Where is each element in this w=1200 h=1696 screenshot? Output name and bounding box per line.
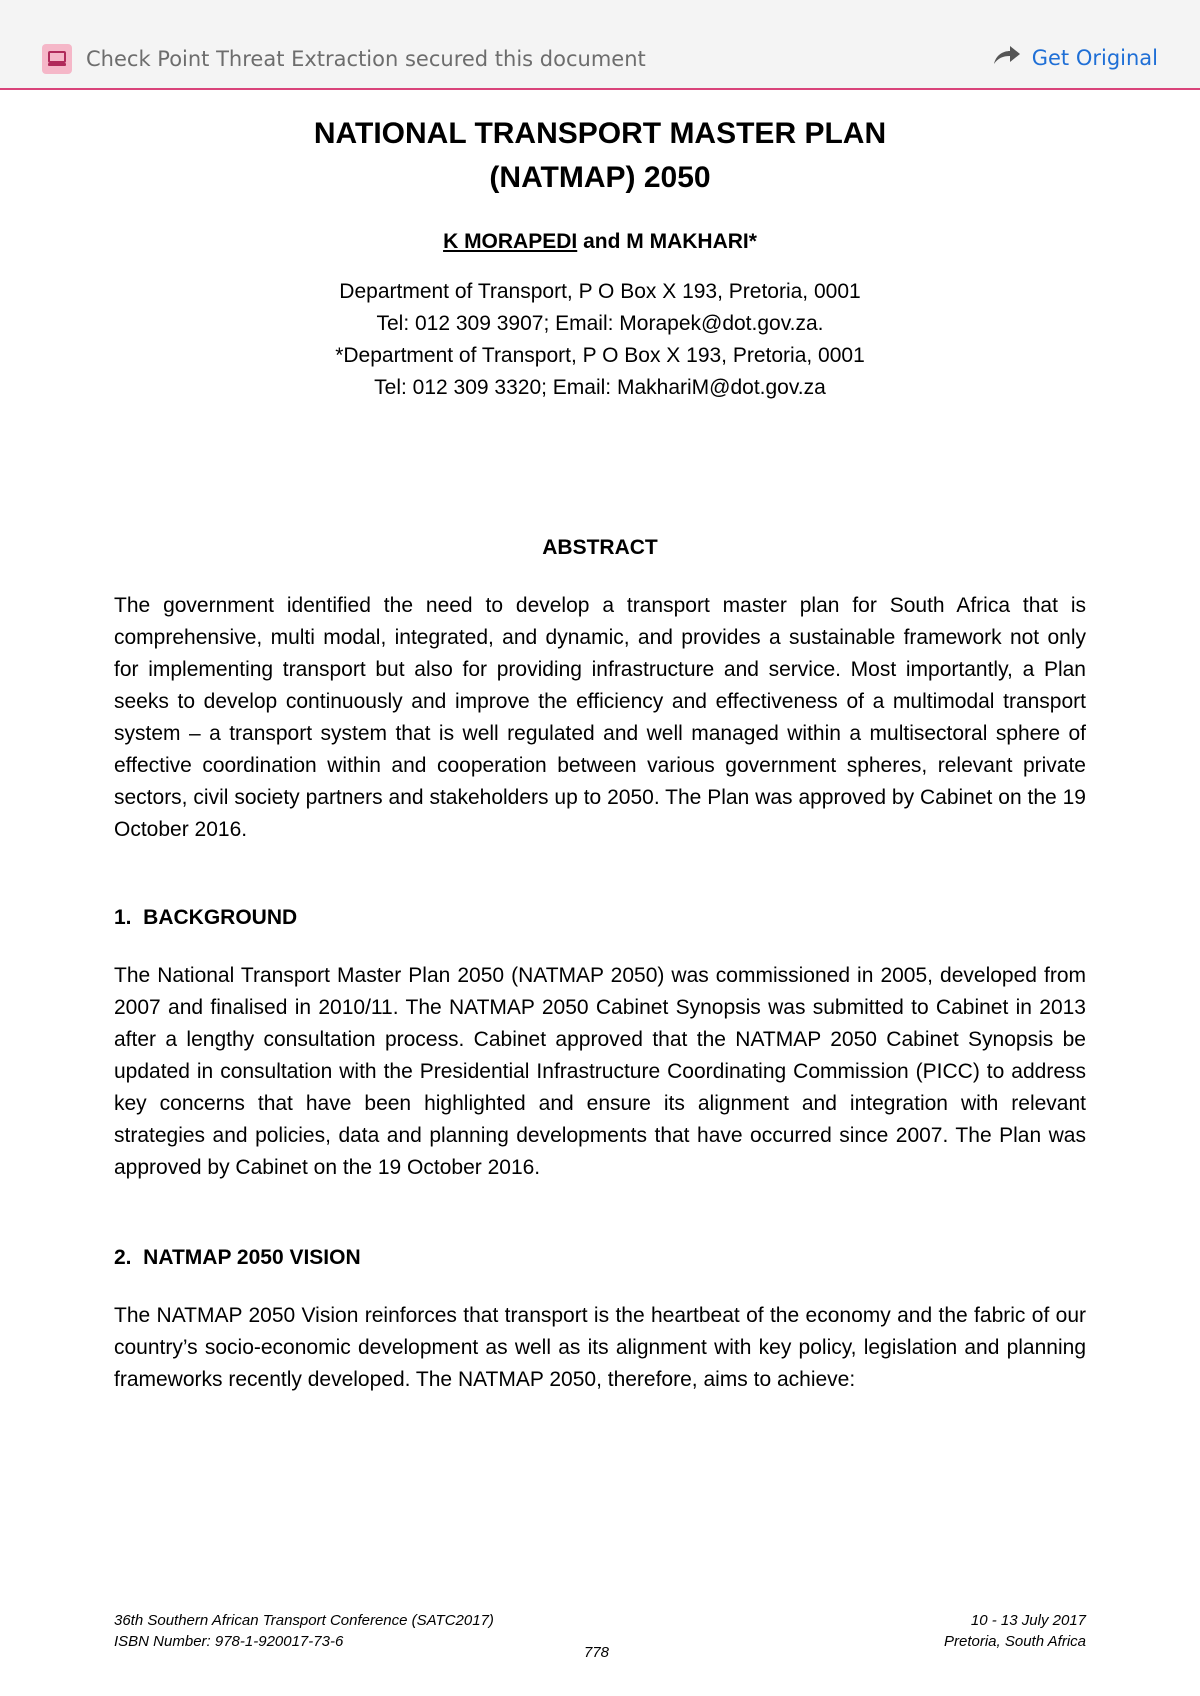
page-number: 778 bbox=[584, 1644, 610, 1661]
affiliation-line: Tel: 012 309 3320; Email: MakhariM@dot.gov.za bbox=[374, 376, 826, 399]
title-line-1: NATIONAL TRANSPORT MASTER PLAN bbox=[313, 117, 887, 150]
affiliations bbox=[114, 276, 1086, 404]
shield-icon bbox=[42, 44, 72, 74]
author-conjunction: and bbox=[577, 230, 627, 253]
authors bbox=[114, 230, 1086, 254]
footer-right bbox=[944, 1610, 1086, 1652]
paper-title bbox=[114, 112, 1086, 200]
abstract-heading: ABSTRACT bbox=[542, 536, 658, 559]
section-text-background: The National Transport Master Plan 2050 (NATMAP 2050) was commissioned in 2005, developed from 2007 and finalised in 2010/11. The NATMAP 2050 Cabinet Synopsis was submitted to Cabinet in 2013 after a lengthy consultation process. Cabinet approved that the NATMAP 2050 Cabinet Synopsis be updated in consultation with the Presidential Infrastructure Coordinating Commission (PICC) to address key concerns that have been highlighted and ensure its alignment and integration with relevant strategies and policies, data and planning developments that have occurred since 2007. The Plan was approved by Cabinet on the 19 October 2016. bbox=[114, 964, 1086, 1179]
title-line-2: (NATMAP) 2050 bbox=[489, 161, 711, 194]
footer-conference: 36th Southern African Transport Conference (SATC2017) bbox=[114, 1612, 494, 1629]
footer-location: Pretoria, South Africa bbox=[943, 1633, 1086, 1650]
share-arrow-icon bbox=[992, 44, 1022, 71]
get-original-button[interactable] bbox=[992, 44, 1158, 71]
footer-isbn: ISBN Number: 978-1-920017-73-6 bbox=[114, 1633, 344, 1650]
section-heading-vision: 2. NATMAP 2050 VISION bbox=[114, 1246, 361, 1269]
author-1: K MORAPEDI bbox=[443, 230, 578, 253]
paper-content bbox=[114, 112, 1086, 1417]
footer-left bbox=[114, 1610, 494, 1652]
section-heading-background: 1. BACKGROUND bbox=[114, 906, 298, 929]
author-2: M MAKHARI* bbox=[626, 230, 757, 253]
banner-message: Check Point Threat Extraction secured this document bbox=[86, 47, 646, 71]
get-original-label[interactable]: Get Original bbox=[1031, 45, 1158, 70]
footer-dates: 10 - 13 July 2017 bbox=[970, 1612, 1086, 1629]
abstract-text: The government identified the need to develop a transport master plan for South Africa that is comprehensive, multi modal, integrated, and dynamic, and provides a sustainable framework not only for implementing transport but also for providing infrastructure and service. Most importantly, a Plan seeks to develop continuously and improve the efficiency and effectiveness of a multimodal transport system – a transport system that is well regulated and well managed within a multisectoral sphere of effective coordination within and cooperation between various government spheres, relevant private sectors, civil society partners and stakeholders up to 2050. The Plan was approved by Cabinet on the 19 October 2016. bbox=[114, 594, 1086, 841]
section-text-vision: The NATMAP 2050 Vision reinforces that transport is the heartbeat of the economy and the fabric of our country’s socio-economic development as well as its alignment with key policy, legislation and planning frameworks recently developed. The NATMAP 2050, therefore, aims to achieve: bbox=[114, 1304, 1086, 1391]
affiliation-line: *Department of Transport, P O Box X 193, Pretoria, 0001 bbox=[335, 344, 865, 367]
threat-extraction-banner bbox=[0, 0, 1200, 90]
affiliation-line: Department of Transport, P O Box X 193, Pretoria, 0001 bbox=[339, 280, 861, 303]
affiliation-line: Tel: 012 309 3907; Email: Morapek@dot.gov.za. bbox=[376, 312, 824, 335]
banner-message-group bbox=[42, 44, 646, 74]
